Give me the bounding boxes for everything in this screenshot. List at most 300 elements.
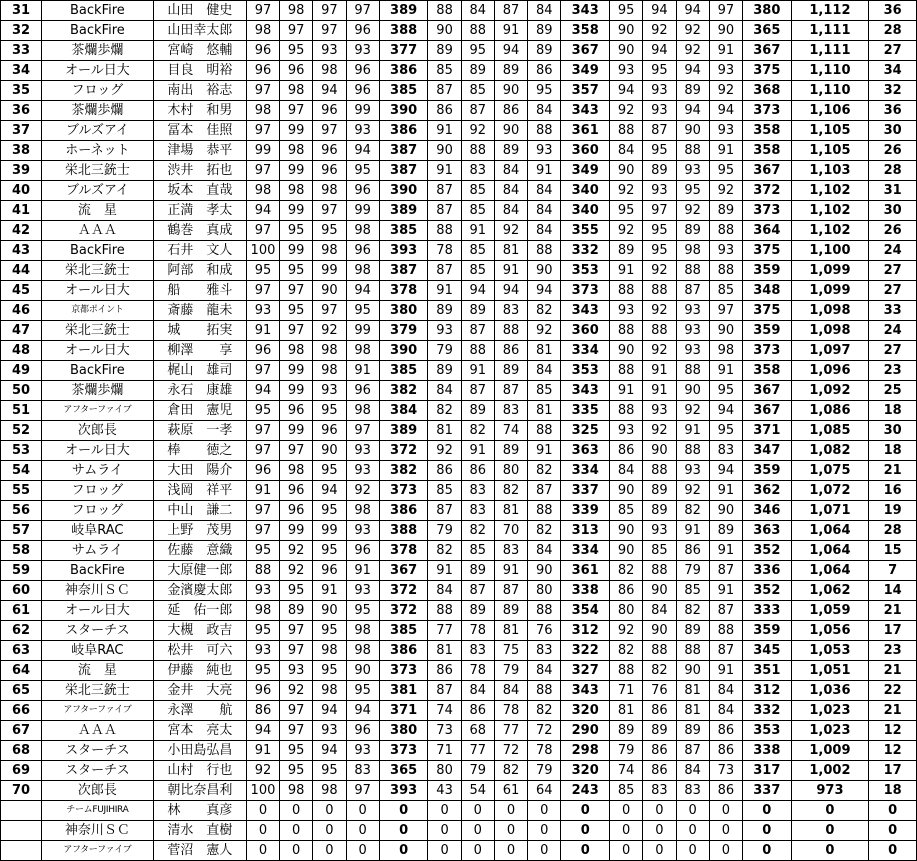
end-score-cell: 79 [428, 521, 461, 541]
team-cell: 次郎長 [41, 421, 153, 441]
end-score-cell: 88 [528, 121, 561, 141]
x-count-cell: 0 [869, 841, 917, 861]
grand-total-cell: 1,112 [791, 1, 869, 21]
end-score-cell: 83 [494, 541, 527, 561]
end-score-cell: 85 [428, 481, 461, 501]
end-score-cell: 99 [280, 121, 313, 141]
x-count-cell: 30 [869, 421, 917, 441]
round-subtotal-cell: 332 [742, 701, 791, 721]
end-score-cell: 89 [676, 621, 709, 641]
round-subtotal-cell: 378 [379, 281, 428, 301]
round-subtotal-cell: 360 [561, 321, 610, 341]
round-subtotal-cell: 387 [379, 141, 428, 161]
end-score-cell: 98 [346, 501, 379, 521]
end-score-cell: 84 [528, 361, 561, 381]
table-row [1, 301, 917, 321]
end-score-cell: 0 [643, 841, 676, 861]
player-name-cell: 目良 明裕 [153, 61, 246, 81]
end-score-cell: 95 [280, 761, 313, 781]
round-subtotal-cell: 312 [742, 681, 791, 701]
end-score-cell: 87 [528, 481, 561, 501]
end-score-cell: 78 [494, 701, 527, 721]
player-name-cell: 浅岡 祥平 [153, 481, 246, 501]
end-score-cell: 87 [428, 501, 461, 521]
end-score-cell: 0 [246, 821, 279, 841]
end-score-cell: 97 [246, 441, 279, 461]
end-score-cell: 94 [676, 101, 709, 121]
end-score-cell: 92 [246, 761, 279, 781]
end-score-cell: 90 [610, 41, 643, 61]
end-score-cell: 74 [610, 761, 643, 781]
table-row [1, 501, 917, 521]
end-score-cell: 91 [346, 361, 379, 381]
end-score-cell: 75 [494, 641, 527, 661]
rank-cell: 43 [1, 241, 42, 261]
end-score-cell: 97 [346, 781, 379, 801]
end-score-cell: 85 [676, 581, 709, 601]
x-count-cell: 28 [869, 161, 917, 181]
end-score-cell: 98 [280, 341, 313, 361]
end-score-cell: 88 [461, 21, 494, 41]
grand-total-cell: 1,092 [791, 381, 869, 401]
end-score-cell: 82 [428, 401, 461, 421]
end-score-cell: 93 [346, 581, 379, 601]
table-row [1, 481, 917, 501]
round-subtotal-cell: 373 [379, 741, 428, 761]
round-subtotal-cell: 385 [379, 81, 428, 101]
round-subtotal-cell: 389 [379, 1, 428, 21]
round-subtotal-cell: 373 [742, 101, 791, 121]
x-count-cell: 33 [869, 301, 917, 321]
player-name-cell: 小田島弘昌 [153, 741, 246, 761]
team-cell: 栄北三銃士 [41, 161, 153, 181]
end-score-cell: 0 [280, 841, 313, 861]
round-subtotal-cell: 367 [742, 161, 791, 181]
end-score-cell: 84 [528, 1, 561, 21]
round-subtotal-cell: 298 [561, 741, 610, 761]
end-score-cell: 82 [676, 501, 709, 521]
end-score-cell: 90 [313, 601, 346, 621]
team-cell: オール日大 [41, 281, 153, 301]
end-score-cell: 98 [280, 181, 313, 201]
end-score-cell: 86 [709, 741, 742, 761]
table-row [1, 621, 917, 641]
end-score-cell: 91 [610, 381, 643, 401]
round-subtotal-cell: 322 [561, 641, 610, 661]
table-row [1, 641, 917, 661]
grand-total-cell: 1,102 [791, 201, 869, 221]
round-subtotal-cell: 360 [561, 141, 610, 161]
player-name-cell: 伊藤 純也 [153, 661, 246, 681]
end-score-cell: 88 [461, 141, 494, 161]
table-row [1, 441, 917, 461]
end-score-cell: 89 [676, 721, 709, 741]
end-score-cell: 90 [709, 501, 742, 521]
end-score-cell: 92 [346, 481, 379, 501]
round-subtotal-cell: 381 [379, 681, 428, 701]
end-score-cell: 81 [528, 401, 561, 421]
end-score-cell: 98 [346, 341, 379, 361]
end-score-cell: 95 [643, 221, 676, 241]
grand-total-cell: 1,064 [791, 541, 869, 561]
end-score-cell: 96 [346, 61, 379, 81]
end-score-cell: 99 [280, 421, 313, 441]
end-score-cell: 95 [709, 161, 742, 181]
end-score-cell: 93 [676, 341, 709, 361]
end-score-cell: 88 [528, 241, 561, 261]
end-score-cell: 88 [428, 221, 461, 241]
end-score-cell: 0 [528, 841, 561, 861]
round-subtotal-cell: 372 [379, 441, 428, 461]
table-row [1, 681, 917, 701]
end-score-cell: 97 [709, 301, 742, 321]
player-name-cell: 倉田 憲児 [153, 401, 246, 421]
round-subtotal-cell: 361 [561, 561, 610, 581]
end-score-cell: 93 [676, 321, 709, 341]
round-subtotal-cell: 367 [561, 41, 610, 61]
end-score-cell: 87 [461, 581, 494, 601]
team-cell: ブルズアイ [41, 121, 153, 141]
end-score-cell: 91 [709, 541, 742, 561]
team-cell: 茶爛歩爛 [41, 101, 153, 121]
end-score-cell: 98 [280, 81, 313, 101]
end-score-cell: 93 [528, 141, 561, 161]
player-name-cell: 鶴巻 真成 [153, 221, 246, 241]
x-count-cell: 28 [869, 21, 917, 41]
end-score-cell: 0 [494, 801, 527, 821]
round-subtotal-cell: 363 [742, 521, 791, 541]
end-score-cell: 0 [528, 801, 561, 821]
end-score-cell: 90 [610, 481, 643, 501]
team-cell: BackFire [41, 21, 153, 41]
end-score-cell: 88 [528, 681, 561, 701]
team-cell: BackFire [41, 1, 153, 21]
round-subtotal-cell: 389 [379, 421, 428, 441]
end-score-cell: 93 [246, 581, 279, 601]
end-score-cell: 96 [280, 481, 313, 501]
end-score-cell: 84 [528, 101, 561, 121]
rank-cell: 40 [1, 181, 42, 201]
rank-cell: 67 [1, 721, 42, 741]
end-score-cell: 94 [676, 1, 709, 21]
table-row [1, 401, 917, 421]
x-count-cell: 25 [869, 381, 917, 401]
end-score-cell: 0 [676, 801, 709, 821]
round-subtotal-cell: 362 [742, 481, 791, 501]
team-cell: ホーネット [41, 141, 153, 161]
end-score-cell: 95 [246, 621, 279, 641]
end-score-cell: 98 [346, 261, 379, 281]
round-subtotal-cell: 393 [379, 781, 428, 801]
score-table-body [1, 1, 917, 861]
round-subtotal-cell: 320 [561, 701, 610, 721]
rank-cell: 48 [1, 341, 42, 361]
end-score-cell: 95 [280, 581, 313, 601]
end-score-cell: 89 [643, 501, 676, 521]
round-subtotal-cell: 386 [379, 501, 428, 521]
round-subtotal-cell: 365 [742, 21, 791, 41]
end-score-cell: 98 [280, 781, 313, 801]
end-score-cell: 93 [346, 741, 379, 761]
grand-total-cell: 1,096 [791, 361, 869, 381]
end-score-cell: 98 [346, 221, 379, 241]
player-name-cell: 船 雅斗 [153, 281, 246, 301]
end-score-cell: 84 [643, 601, 676, 621]
x-count-cell: 18 [869, 401, 917, 421]
end-score-cell: 90 [676, 121, 709, 141]
player-name-cell: 金濱慶太郎 [153, 581, 246, 601]
round-subtotal-cell: 359 [742, 321, 791, 341]
end-score-cell: 98 [246, 101, 279, 121]
round-subtotal-cell: 378 [379, 541, 428, 561]
table-row [1, 121, 917, 141]
end-score-cell: 95 [280, 741, 313, 761]
end-score-cell: 91 [246, 321, 279, 341]
player-name-cell: 永澤 航 [153, 701, 246, 721]
end-score-cell: 85 [610, 501, 643, 521]
end-score-cell: 92 [709, 181, 742, 201]
round-subtotal-cell: 337 [742, 781, 791, 801]
rank-cell: 32 [1, 21, 42, 41]
end-score-cell: 95 [313, 221, 346, 241]
end-score-cell: 89 [676, 221, 709, 241]
end-score-cell: 90 [676, 381, 709, 401]
team-cell: サムライ [41, 461, 153, 481]
player-name-cell: 林 真彦 [153, 801, 246, 821]
end-score-cell: 99 [280, 161, 313, 181]
round-subtotal-cell: 372 [742, 181, 791, 201]
end-score-cell: 82 [643, 661, 676, 681]
end-score-cell: 88 [676, 361, 709, 381]
end-score-cell: 90 [610, 541, 643, 561]
grand-total-cell: 0 [791, 821, 869, 841]
team-cell: オール日大 [41, 601, 153, 621]
end-score-cell: 90 [528, 561, 561, 581]
player-name-cell: 津場 恭平 [153, 141, 246, 161]
end-score-cell: 78 [461, 661, 494, 681]
round-subtotal-cell: 290 [561, 721, 610, 741]
round-subtotal-cell: 390 [379, 181, 428, 201]
end-score-cell: 94 [346, 281, 379, 301]
table-row [1, 321, 917, 341]
end-score-cell: 84 [528, 221, 561, 241]
round-subtotal-cell: 354 [561, 601, 610, 621]
team-cell: サムライ [41, 541, 153, 561]
end-score-cell: 78 [461, 621, 494, 641]
end-score-cell: 88 [528, 601, 561, 621]
end-score-cell: 83 [461, 641, 494, 661]
team-cell: アフターファイブ [41, 401, 153, 421]
end-score-cell: 85 [428, 61, 461, 81]
end-score-cell: 95 [346, 681, 379, 701]
player-name-cell: 木村 和男 [153, 101, 246, 121]
end-score-cell: 68 [461, 721, 494, 741]
end-score-cell: 91 [428, 161, 461, 181]
end-score-cell: 92 [676, 481, 709, 501]
end-score-cell: 92 [709, 81, 742, 101]
end-score-cell: 97 [246, 421, 279, 441]
round-subtotal-cell: 375 [742, 61, 791, 81]
end-score-cell: 92 [676, 21, 709, 41]
end-score-cell: 99 [346, 201, 379, 221]
grand-total-cell: 1,102 [791, 181, 869, 201]
team-cell: スターチス [41, 621, 153, 641]
end-score-cell: 90 [428, 141, 461, 161]
rank-cell: 65 [1, 681, 42, 701]
end-score-cell: 91 [528, 161, 561, 181]
end-score-cell: 89 [709, 521, 742, 541]
end-score-cell: 89 [461, 61, 494, 81]
end-score-cell: 97 [280, 641, 313, 661]
x-count-cell: 24 [869, 321, 917, 341]
end-score-cell: 92 [313, 321, 346, 341]
end-score-cell: 93 [346, 121, 379, 141]
end-score-cell: 91 [610, 261, 643, 281]
end-score-cell: 90 [610, 341, 643, 361]
team-cell: スターチス [41, 761, 153, 781]
grand-total-cell: 1,059 [791, 601, 869, 621]
rank-cell: 39 [1, 161, 42, 181]
round-subtotal-cell: 353 [561, 261, 610, 281]
round-subtotal-cell: 359 [742, 621, 791, 641]
round-subtotal-cell: 353 [561, 361, 610, 381]
round-subtotal-cell: 373 [561, 281, 610, 301]
end-score-cell: 97 [643, 201, 676, 221]
round-subtotal-cell: 373 [379, 481, 428, 501]
end-score-cell: 94 [246, 381, 279, 401]
end-score-cell: 88 [643, 281, 676, 301]
round-subtotal-cell: 390 [379, 341, 428, 361]
team-cell: 流 星 [41, 201, 153, 221]
grand-total-cell: 1,082 [791, 441, 869, 461]
grand-total-cell: 1,097 [791, 341, 869, 361]
end-score-cell: 96 [313, 561, 346, 581]
x-count-cell: 32 [869, 81, 917, 101]
rank-cell: 69 [1, 761, 42, 781]
end-score-cell: 88 [643, 321, 676, 341]
end-score-cell: 98 [280, 461, 313, 481]
round-subtotal-cell: 358 [742, 121, 791, 141]
grand-total-cell: 1,105 [791, 121, 869, 141]
end-score-cell: 87 [461, 101, 494, 121]
end-score-cell: 94 [313, 481, 346, 501]
end-score-cell: 90 [643, 621, 676, 641]
end-score-cell: 94 [610, 81, 643, 101]
end-score-cell: 96 [280, 501, 313, 521]
table-row [1, 581, 917, 601]
end-score-cell: 92 [643, 341, 676, 361]
end-score-cell: 91 [428, 561, 461, 581]
end-score-cell: 86 [643, 761, 676, 781]
end-score-cell: 83 [461, 161, 494, 181]
grand-total-cell: 1,002 [791, 761, 869, 781]
end-score-cell: 95 [313, 461, 346, 481]
end-score-cell: 94 [494, 41, 527, 61]
end-score-cell: 0 [461, 801, 494, 821]
end-score-cell: 91 [494, 561, 527, 581]
round-subtotal-cell: 353 [742, 721, 791, 741]
grand-total-cell: 1,051 [791, 661, 869, 681]
team-cell: 流 星 [41, 661, 153, 681]
end-score-cell: 83 [676, 781, 709, 801]
end-score-cell: 88 [709, 221, 742, 241]
end-score-cell: 97 [280, 701, 313, 721]
grand-total-cell: 1,111 [791, 21, 869, 41]
end-score-cell: 88 [610, 661, 643, 681]
round-subtotal-cell: 375 [742, 301, 791, 321]
round-subtotal-cell: 336 [742, 561, 791, 581]
end-score-cell: 90 [709, 21, 742, 41]
round-subtotal-cell: 387 [379, 161, 428, 181]
table-row [1, 61, 917, 81]
end-score-cell: 61 [494, 781, 527, 801]
end-score-cell: 82 [528, 301, 561, 321]
end-score-cell: 96 [346, 181, 379, 201]
team-cell: アフターファイブ [41, 841, 153, 861]
round-subtotal-cell: 382 [379, 461, 428, 481]
end-score-cell: 0 [461, 841, 494, 861]
end-score-cell: 83 [494, 301, 527, 321]
end-score-cell: 95 [346, 161, 379, 181]
x-count-cell: 27 [869, 41, 917, 61]
team-cell: フロッグ [41, 81, 153, 101]
team-cell: アフターファイブ [41, 701, 153, 721]
end-score-cell: 89 [494, 601, 527, 621]
end-score-cell: 86 [428, 461, 461, 481]
end-score-cell: 100 [246, 781, 279, 801]
end-score-cell: 98 [246, 21, 279, 41]
end-score-cell: 97 [313, 201, 346, 221]
round-subtotal-cell: 338 [561, 581, 610, 601]
end-score-cell: 97 [246, 161, 279, 181]
round-subtotal-cell: 377 [379, 41, 428, 61]
player-name-cell: 菅沼 憲人 [153, 841, 246, 861]
end-score-cell: 99 [280, 241, 313, 261]
round-subtotal-cell: 337 [561, 481, 610, 501]
grand-total-cell: 1,023 [791, 701, 869, 721]
team-cell: ＡＡＡ [41, 221, 153, 241]
team-cell: BackFire [41, 361, 153, 381]
rank-cell: 31 [1, 1, 42, 21]
end-score-cell: 89 [428, 41, 461, 61]
end-score-cell: 92 [676, 41, 709, 61]
end-score-cell: 72 [528, 721, 561, 741]
x-count-cell: 22 [869, 681, 917, 701]
x-count-cell: 27 [869, 341, 917, 361]
end-score-cell: 84 [494, 161, 527, 181]
team-cell: BackFire [41, 241, 153, 261]
x-count-cell: 34 [869, 61, 917, 81]
round-subtotal-cell: 364 [742, 221, 791, 241]
round-subtotal-cell: 388 [379, 521, 428, 541]
end-score-cell: 93 [676, 461, 709, 481]
table-row [1, 181, 917, 201]
grand-total-cell: 1,105 [791, 141, 869, 161]
round-subtotal-cell: 367 [742, 381, 791, 401]
grand-total-cell: 1,102 [791, 221, 869, 241]
end-score-cell: 97 [246, 521, 279, 541]
end-score-cell: 95 [246, 541, 279, 561]
end-score-cell: 89 [494, 61, 527, 81]
end-score-cell: 97 [246, 361, 279, 381]
end-score-cell: 89 [643, 161, 676, 181]
end-score-cell: 92 [610, 101, 643, 121]
end-score-cell: 89 [494, 141, 527, 161]
round-subtotal-cell: 380 [742, 1, 791, 21]
end-score-cell: 88 [676, 261, 709, 281]
end-score-cell: 88 [676, 641, 709, 661]
end-score-cell: 98 [313, 361, 346, 381]
